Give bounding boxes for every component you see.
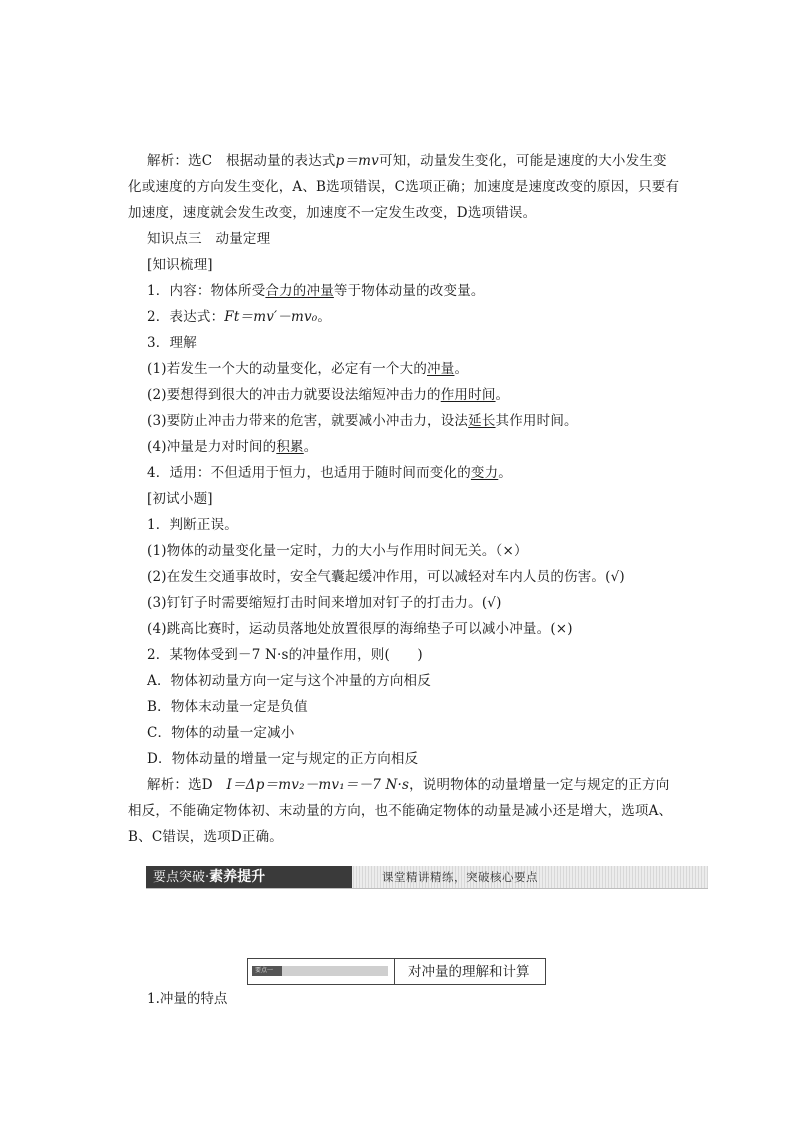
option-a: A．物体初动量方向一定与这个冲量的方向相反 <box>147 673 431 689</box>
answer-analysis-c-line-1: 解析：选C 根据动量的表达式p＝mv可知，动量发生变化，可能是速度的大小发生变 <box>147 153 667 169</box>
option-c: C．物体的动量一定减小 <box>147 725 295 741</box>
answer-analysis-d-line-2: 相反，不能确定物体初、末动量的方向，也不能确定物体的动量是减小还是增大，选项A、 <box>128 803 673 819</box>
section-title: 知识点三 动量定理 <box>147 231 271 247</box>
judgement-item-1: (1)物体的动量变化量一定时，力的大小与作用时间无关。（×） <box>147 543 528 559</box>
judgement-item-2: (2)在发生交通事故时，安全气囊起缓冲作用，可以减轻对车内人员的伤害。(√) <box>147 569 625 585</box>
key-point-title: 对冲量的理解和计算 <box>408 964 530 980</box>
impulse-formula: I＝Δp＝mv₂－mv₁＝－7 N·s <box>226 777 410 793</box>
key-point-tag-label: 要点一 <box>255 967 274 974</box>
understanding-point-3: (3)要防止冲击力带来的危害，就要减小冲击力，设法延长其作用时间。 <box>147 413 578 429</box>
understanding-point-4: (4)冲量是力对时间的积累。 <box>147 439 318 455</box>
option-b: B．物体末动量一定是负值 <box>147 699 308 715</box>
knowledge-item-content: 1．内容：物体所受合力的冲量等于物体动量的改变量。 <box>147 283 485 299</box>
trial-question-1: 1．判断正误。 <box>147 517 238 533</box>
knowledge-item-understanding: 3．理解 <box>147 335 197 351</box>
answer-analysis-d-line-1: 解析：选D I＝Δp＝mv₂－mv₁＝－7 N·s，说明物体的动量增量一定与规定的正方向 <box>147 777 670 793</box>
judgement-item-4: (4)跳高比赛时，运动员落地处放置很厚的海绵垫子可以减小冲量。(×) <box>147 621 573 637</box>
knowledge-item-applicability: 4．适用：不但适用于恒力，也适用于随时间而变化的变力。 <box>147 465 512 481</box>
momentum-formula: p＝mv <box>335 153 380 169</box>
box-divider <box>394 959 395 984</box>
key-point-title-box <box>247 958 546 985</box>
knowledge-heading: [知识梳理] <box>147 257 213 273</box>
section-banner <box>146 866 708 889</box>
banner-title: 要点突破·素养提升 <box>146 866 352 888</box>
understanding-point-2: (2)要想得到很大的冲击力就要设法缩短冲击力的作用时间。 <box>147 387 510 403</box>
judgement-item-3: (3)钉钉子时需要缩短打击时间来增加对钉子的打击力。(√) <box>147 595 502 611</box>
trial-heading: [初试小题] <box>147 491 213 507</box>
answer-analysis-c-line-2: 化或速度的方向发生变化，A、B选项错误，C选项正确；加速度是速度改变的原因，只要有 <box>128 179 680 195</box>
understanding-point-1: (1)若发生一个大的动量变化，必定有一个大的冲量。 <box>147 361 469 377</box>
impulse-momentum-formula: Ft＝mv′－mv₀ <box>224 309 318 325</box>
sub-heading: 1.冲量的特点 <box>147 991 228 1007</box>
trial-question-2: 2．某物体受到－7 N·s的冲量作用，则( ) <box>147 647 423 663</box>
banner-subtitle: 课堂精讲精练，突破核心要点 <box>382 870 538 884</box>
answer-analysis-c-line-3: 加速度，速度就会发生改变，加速度不一定发生改变，D选项错误。 <box>128 205 537 221</box>
answer-analysis-d-line-3: B、C错误，选项D正确。 <box>128 829 283 845</box>
knowledge-item-expression: 2．表达式：Ft＝mv′－mv₀。 <box>147 309 332 325</box>
option-d: D．物体动量的增量一定与规定的正方向相反 <box>147 751 419 767</box>
